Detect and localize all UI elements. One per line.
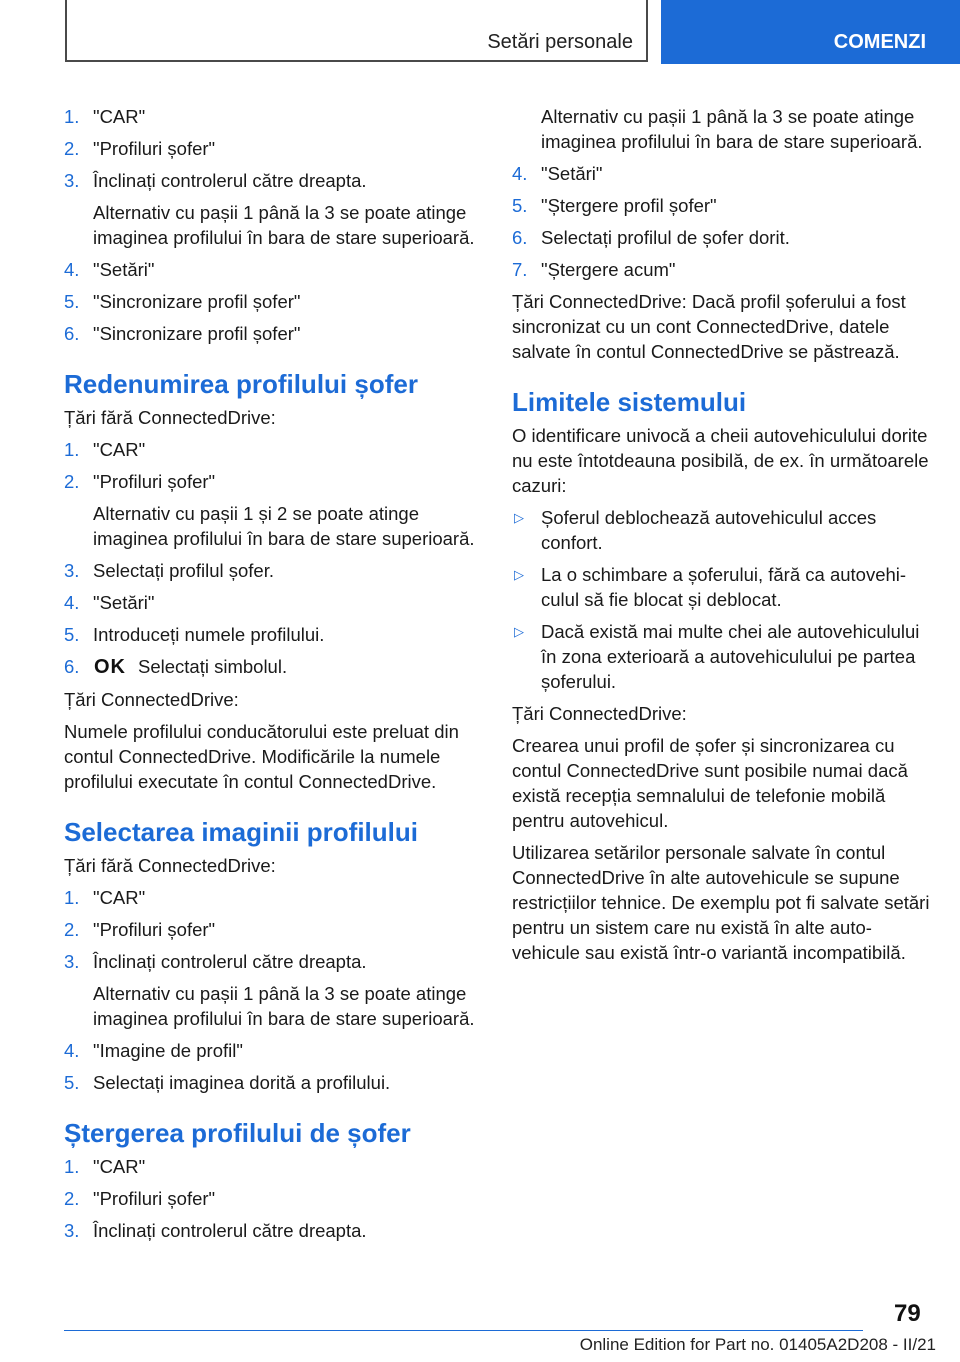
heading-select-image: Selectarea imaginii profilului — [64, 817, 418, 847]
triangle-bullet-icon: ▷ — [514, 567, 524, 582]
paragraph: Numele profilului conducătorului este preluat din contul ConnectedDrive. Modificările la numele profilului executate în contul ConnectedDrive. — [64, 721, 459, 792]
list-item: 5. "Ștergere profil șofer" — [512, 195, 717, 216]
list-item: 4. "Setări" — [64, 259, 155, 280]
right-column — [512, 104, 930, 972]
list-item: 4. "Setări" — [64, 592, 155, 613]
list-item: 3. Înclinați controlerul către dreapta. — [64, 951, 367, 972]
list-item: 7. "Ștergere acum" — [512, 259, 676, 280]
ok-icon: OK — [94, 656, 126, 678]
list-item: 2. "Profiluri șofer" — [64, 1188, 216, 1209]
paragraph: O identificare univocă a cheii autovehiculului dorite nu este întotdeauna posibilă, de ex. în următoarele cazuri: — [512, 425, 929, 496]
step-note: Alternativ cu pașii 1 și 2 se poate atinge imaginea profilului în bara de stare superioară. — [93, 503, 475, 549]
left-column — [64, 104, 482, 1250]
chapter-tab: COMENZI — [661, 0, 960, 64]
footer-divider — [64, 1330, 863, 1331]
country-label: Țări ConnectedDrive: — [512, 703, 687, 724]
list-item: 4. "Imagine de profil" — [64, 1040, 243, 1061]
list-item: 3. Înclinați controlerul către dreapta. — [64, 1220, 367, 1241]
triangle-bullet-icon: ▷ — [514, 510, 524, 525]
list-item: 1. "CAR" — [64, 106, 146, 127]
list-item: 6. "Sincronizare profil șofer" — [64, 323, 301, 344]
bullet-item: ▷ Dacă există mai multe chei ale autovehiculului în zona exterioară a autovehiculului pe partea șoferului. — [514, 621, 920, 692]
list-item: 5. Introduceți numele profilului. — [64, 624, 325, 645]
step-note: Alternativ cu pașii 1 până la 3 se poate atinge imaginea profilului în bara de stare superioară. — [541, 106, 923, 152]
paragraph: Utilizarea setărilor personale salvate în contul ConnectedDrive în alte autovehicule se supune restricțiilor tehnice. De exemplu pot fi salvate setări pentru un sistem care nu există în alte autovehicule sau există într-o variantă incompatibilă. — [512, 842, 930, 963]
country-label: Țări fără ConnectedDrive: — [64, 407, 276, 428]
list-item: 4. "Setări" — [512, 163, 603, 184]
heading-system-limits: Limitele sistemului — [512, 387, 747, 417]
list-item: 6. OK Selectați simbolul. — [64, 656, 288, 678]
bullet-item: ▷ La o schimbare a șoferului, fără ca autovehiculul să fie blocat și deblocat. — [514, 564, 907, 610]
list-item: 1. "CAR" — [64, 439, 146, 460]
triangle-bullet-icon: ▷ — [514, 624, 524, 639]
list-item: 1. "CAR" — [64, 887, 146, 908]
section-tab: Setări personale — [65, 0, 648, 62]
list-item: 2. "Profiluri șofer" — [64, 919, 216, 940]
country-label: Țări fără ConnectedDrive: — [64, 855, 276, 876]
heading-delete-profile: Ștergerea profilului de șofer — [64, 1118, 411, 1148]
list-item: 3. Selectați profilul șofer. — [64, 560, 274, 581]
paragraph: Țări ConnectedDrive: Dacă profil șoferului a fost sincronizat cu un cont ConnectedDrive, datele salvate în contul ConnectedDrive se păstrează. — [512, 291, 906, 362]
heading-rename-profile: Redenumirea profilului șofer — [64, 369, 418, 399]
page-header — [0, 0, 960, 66]
step-note: Alternativ cu pașii 1 până la 3 se poate atinge imaginea profilului în bara de stare superioară. — [93, 202, 475, 248]
list-item: 2. "Profiluri șofer" — [64, 138, 216, 159]
footer-edition: Online Edition for Part no. 01405A2D208 - II/21 — [579, 1335, 936, 1354]
country-label: Țări ConnectedDrive: — [64, 689, 239, 710]
list-item: 6. Selectați profilul de șofer dorit. — [512, 227, 790, 248]
list-item: 5. Selectați imaginea dorită a profilului. — [64, 1072, 391, 1093]
list-item: 3. Înclinați controlerul către dreapta. — [64, 170, 367, 191]
list-item: 5. "Sincronizare profil șofer" — [64, 291, 301, 312]
bullet-item: ▷ Șoferul deblochează autovehiculul acces confort. — [514, 507, 877, 553]
list-item: 1. "CAR" — [64, 1156, 146, 1177]
list-item: 2. "Profiluri șofer" — [64, 471, 216, 492]
page-number: 79 — [894, 1300, 921, 1327]
paragraph: Crearea unui profil de șofer și sincronizarea cu contul ConnectedDrive sunt posibile numai dacă există recepția semnalului de telefonie mobilă pentru autovehicul. — [512, 735, 908, 831]
step-note: Alternativ cu pașii 1 până la 3 se poate atinge imaginea profilului în bara de stare superioară. — [93, 983, 475, 1029]
